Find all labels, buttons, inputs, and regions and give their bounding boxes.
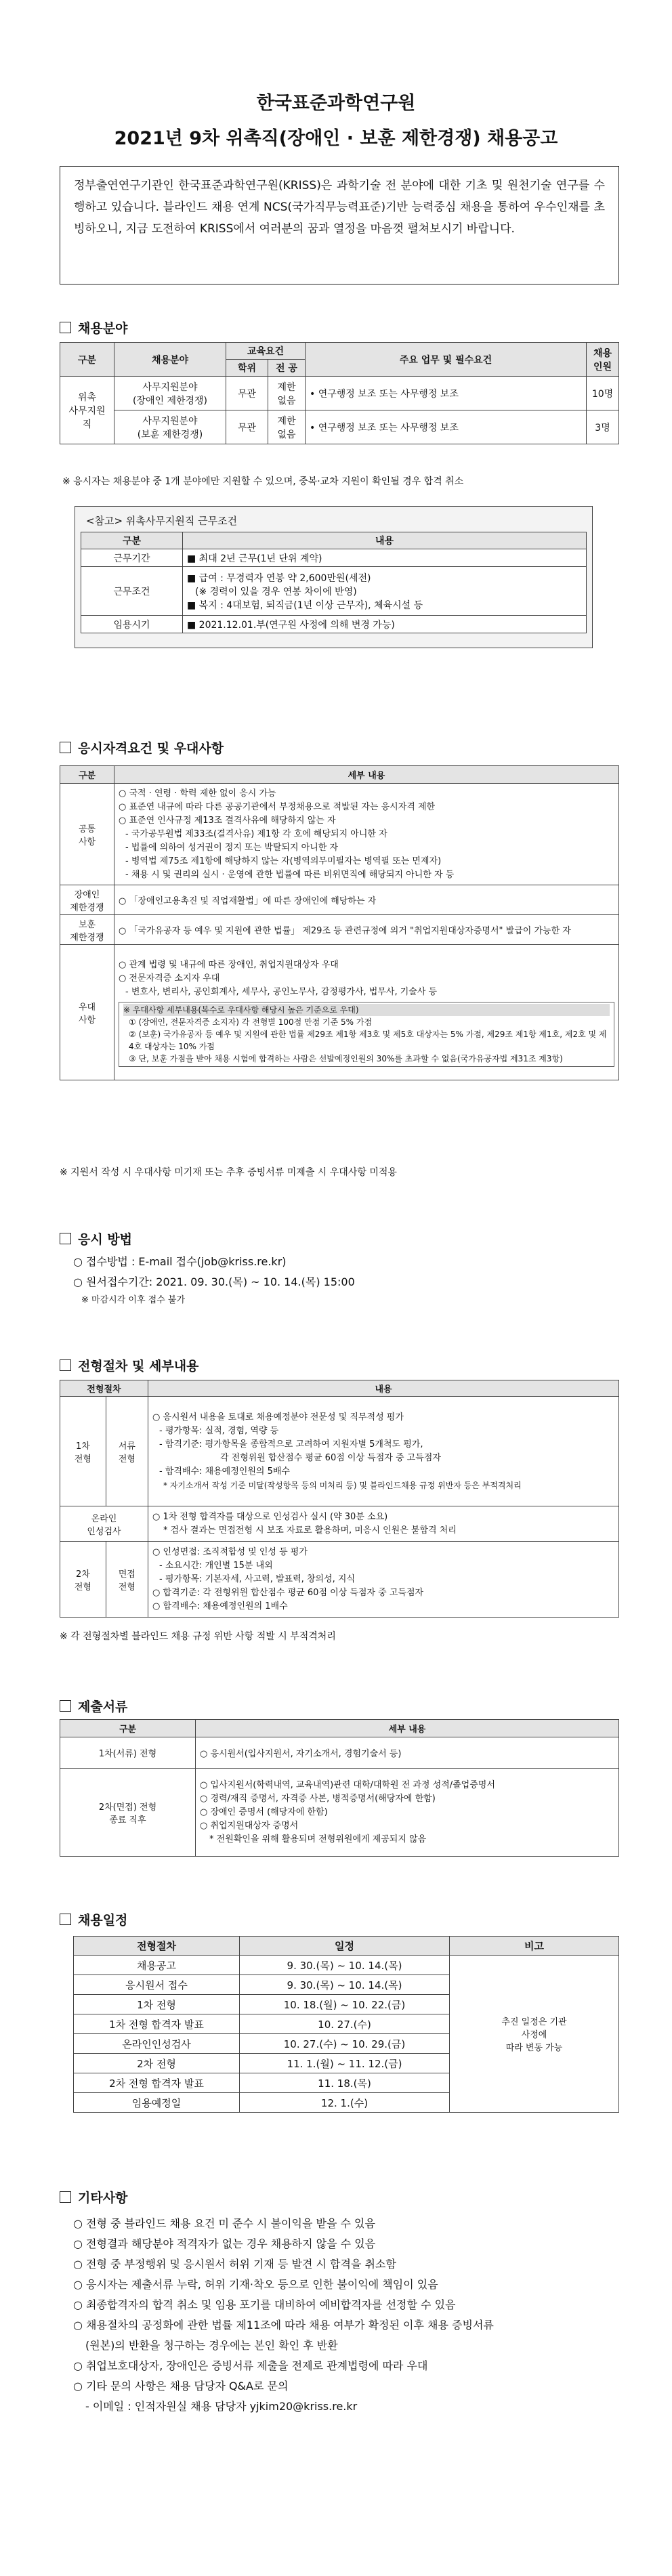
table-row bbox=[81, 567, 587, 616]
docs-line: * 전원확인을 위해 활용되며 전형위원에게 제공되지 않음 bbox=[209, 1834, 427, 1844]
qual-pref-box-line: ② (보훈) 국가유공자 등 예우 및 지원에 관한 법률 제29조 제1항 제3호 및 제5호 대상자는 5% 가점, 제29조 제1항 제1호, 제2호 및 제4호 대상자는 10% 가점 bbox=[129, 1029, 607, 1051]
qual-common-item: ○ 표준연 인사규정 제13조 결격사유에 해당하지 않는 자 bbox=[119, 815, 336, 826]
docs-type: 2차(면접) 전형 종료 직후 bbox=[60, 1769, 196, 1857]
qual-common-item: - 법률에 의하여 성거권이 정지 또는 박탈되지 아니한 자 bbox=[125, 842, 339, 853]
process-line: ○ 응시원서 내용을 토대로 채용예정분야 전문성 및 직무적성 평가 bbox=[152, 1412, 404, 1422]
ref-line: ■ 최대 2년 근무(1년 단위 계약) bbox=[183, 549, 587, 567]
section-recruit-heading: 채용분야 bbox=[60, 318, 127, 337]
table-row bbox=[60, 885, 619, 915]
recruit-count: 3명 bbox=[587, 410, 619, 444]
th-sched-date: 일정 bbox=[240, 1937, 450, 1956]
th-sched-remark: 비고 bbox=[450, 1937, 619, 1956]
intro-box: 정부출연연구기관인 한국표준과학연구원(KRISS)은 과학기술 전 분야에 대한 기초 및 원천기술 연구를 수행하고 있습니다. 블라인드 채용 연계 NCS(국가직무능력표준)기반 능력중심 채용을 통하여 우수인재를 초빙하오니, 지금 도전하여 KRISS에서 여러분의 꿈과 열정을 마음껏 펼쳐보시기 바랍니다. bbox=[60, 166, 619, 284]
qual-veteran-label: 보훈 제한경쟁 bbox=[60, 915, 114, 945]
qual-common-label: 공통 사항 bbox=[60, 784, 114, 885]
sched-remark: 추진 일정은 기관 사정에 따라 변동 가능 bbox=[450, 1956, 619, 2113]
qual-pref-item: ○ 관계 법령 및 내규에 따른 장애인, 취업지원대상자 우대 bbox=[119, 959, 339, 970]
ref-type: 근무기간 bbox=[81, 549, 183, 567]
sched-step: 2차 전형 합격자 발표 bbox=[74, 2073, 240, 2093]
checkbox-icon bbox=[60, 742, 71, 753]
etc-line: ○ 기타 문의 사항은 채용 담당자 Q&A로 문의 bbox=[73, 2380, 289, 2392]
process-line: 각 전형위원 합산점수 평균 60점 이상 득점자 중 고득점자 bbox=[220, 1452, 441, 1463]
table-row bbox=[60, 1506, 619, 1542]
process-line: - 합격기준: 평가항목을 종합적으로 고려하여 지원자별 5개척도 평가, bbox=[159, 1439, 423, 1450]
recruit-field: 사무지원분야 (보훈 제한경쟁) bbox=[114, 410, 226, 444]
table-row bbox=[60, 1769, 619, 1857]
apply-line: ○ 접수방법 : E-mail 접수(job@kriss.re.kr) bbox=[73, 1255, 287, 1268]
qual-common-item: ○ 국적 · 연령 · 학력 제한 없이 응시 가능 bbox=[119, 788, 276, 799]
process-step2-sub: 면접 전형 bbox=[106, 1542, 148, 1618]
checkbox-icon bbox=[60, 1233, 71, 1244]
qual-veteran: ○ 「국가유공자 등 예우 및 지원에 관한 법률」 제29조 등 관련규정에 의거 "취업지원대상자증명서" 발급이 가능한 자 bbox=[114, 915, 619, 945]
ref-type: 근무조건 bbox=[81, 567, 183, 616]
process-step2: 2차 전형 bbox=[60, 1542, 106, 1618]
table-row bbox=[81, 549, 587, 567]
qual-pref-box-line: ① (장애인, 전문자격증 소지자) 각 전형별 100점 만점 기준 5% 가점 bbox=[129, 1017, 373, 1027]
th-docs-type: 구분 bbox=[60, 1720, 196, 1737]
docs-type: 1차(서류) 전형 bbox=[60, 1737, 196, 1769]
checkbox-icon bbox=[60, 2191, 71, 2203]
table-row bbox=[60, 784, 619, 885]
process-line: * 자기소개서 작성 기준 미달(작성항목 등의 미처리 등) 및 블라인드채용 규정 위반자 등은 부적격처리 bbox=[163, 1480, 522, 1490]
recruit-note: ※ 응시자는 채용분야 중 1개 분야에만 지원할 수 있으며, 중복·교차 지원이 확인될 경우 합격 취소 bbox=[62, 476, 464, 487]
recruit-field: 사무지원분야 (장애인 제한경쟁) bbox=[114, 377, 226, 410]
th-duty: 주요 업무 및 필수요건 bbox=[306, 343, 587, 377]
th-sched-step: 전형절차 bbox=[74, 1937, 240, 1956]
qual-common-item: - 병역법 제75조 제1항에 해당하지 않는 자(병역의무미필자는 병역필 또는 면제자) bbox=[125, 856, 442, 866]
etc-list bbox=[73, 2214, 494, 2417]
etc-line: ○ 응시자는 제출서류 누락, 허위 기재·착오 등으로 인한 불이익에 책임이 있음 bbox=[73, 2278, 438, 2291]
docs-line: ○ 입사지원서(학력내역, 교육내역)관련 대학/대학원 전 과정 성적/졸업증명서 bbox=[200, 1779, 495, 1790]
recruit-major: 제한 없음 bbox=[268, 377, 306, 410]
recruit-duty: • 연구행정 보조 또는 사무행정 보조 bbox=[306, 377, 587, 410]
qual-note: ※ 지원서 작성 시 우대사항 미기재 또는 추후 증빙서류 미제출 시 우대사항 미적용 bbox=[60, 1167, 397, 1178]
table-row bbox=[60, 1397, 619, 1506]
page-title: 2021년 9차 위촉직(장애인 · 보훈 제한경쟁) 채용공고 bbox=[114, 128, 558, 149]
process-line: - 평가항목: 기본자세, 사고력, 발표력, 창의성, 지식 bbox=[159, 1574, 355, 1584]
etc-line: ○ 전형결과 해당분야 적격자가 없는 경우 채용하지 않을 수 있음 bbox=[73, 2237, 376, 2250]
etc-line: ○ 최종합격자의 합격 취소 및 임용 포기를 대비하여 예비합격자를 선정할 수 있음 bbox=[73, 2298, 456, 2311]
recruit-degree: 무관 bbox=[226, 377, 268, 410]
table-row bbox=[81, 616, 587, 633]
sched-date: 9. 30.(목) ~ 10. 14.(목) bbox=[240, 1956, 450, 1975]
qual-pref-box bbox=[119, 1002, 614, 1067]
sched-date: 12. 1.(수) bbox=[240, 2093, 450, 2113]
process-line: ○ 합격기준: 각 전형위원 합산점수 평균 60점 이상 득점자 중 고득점자 bbox=[152, 1587, 424, 1598]
section-schedule-heading: 채용일정 bbox=[60, 1910, 127, 1928]
qual-table bbox=[60, 765, 619, 1080]
etc-line: ○ 취업보호대상자, 장애인은 증빙서류 제출을 전제로 관계법령에 따라 우대 bbox=[73, 2359, 428, 2372]
th-edu: 교육요건 bbox=[226, 343, 306, 360]
th-field: 채용분야 bbox=[114, 343, 226, 377]
th-qual-content: 세부 내용 bbox=[114, 766, 619, 784]
qual-common-item: - 채용 시 및 권리의 실시 · 운영에 관한 법률에 따른 비위면직에 해당되지 아니한 자 등 bbox=[125, 869, 455, 880]
qual-pref-box-line: ※ 우대사항 세부내용(복수로 우대사항 해당시 높은 기준으로 우대) bbox=[123, 1004, 610, 1016]
section-apply-heading: 응시 방법 bbox=[60, 1229, 132, 1248]
sched-date: 10. 18.(월) ~ 10. 22.(금) bbox=[240, 1995, 450, 2014]
recruit-category: 위촉 사무지원직 bbox=[60, 377, 114, 444]
process-line: - 소요시간: 개인별 15분 내외 bbox=[159, 1560, 273, 1571]
checkbox-icon bbox=[60, 1914, 71, 1925]
th-process-step: 전형절차 bbox=[60, 1380, 148, 1397]
reference-title: <참고> 위촉사무지원직 근무조건 bbox=[86, 515, 238, 527]
th-ref-content: 내용 bbox=[183, 532, 587, 549]
checkbox-icon bbox=[60, 1700, 71, 1712]
process-step1-sub: 서류 전형 bbox=[106, 1397, 148, 1506]
table-row bbox=[74, 1956, 619, 1975]
sched-step: 2차 전형 bbox=[74, 2054, 240, 2073]
recruit-major: 제한 없음 bbox=[268, 410, 306, 444]
qual-pref-item: ○ 전문자격증 소지자 우대 bbox=[119, 973, 220, 984]
schedule-table bbox=[73, 1936, 619, 2113]
qual-disabled-label: 장애인 제한경쟁 bbox=[60, 885, 114, 915]
sched-step: 채용공고 bbox=[74, 1956, 240, 1975]
qual-pref-box-line: ③ 단, 보훈 가점을 받아 채용 시험에 합격하는 사람은 선발예정인원의 30%를 초과할 수 없음(국가유공자법 제31조 제3항) bbox=[129, 1053, 563, 1063]
ref-type: 임용시기 bbox=[81, 616, 183, 633]
ref-line: ■ 급여 : 무경력자 연봉 약 2,600만원(세전) bbox=[187, 572, 371, 584]
table-row bbox=[60, 377, 619, 410]
qual-common-item: ○ 표준연 내규에 따라 다른 공공기관에서 부정채용으로 적발된 자는 응시자격 제한 bbox=[119, 801, 436, 812]
sched-date: 10. 27.(수) bbox=[240, 2014, 450, 2034]
ref-line: ■ 2021.12.01.부(연구원 사정에 의해 변경 가능) bbox=[183, 616, 587, 633]
process-table bbox=[60, 1380, 619, 1618]
etc-line: (원본)의 반환을 청구하는 경우에는 본인 확인 후 반환 bbox=[85, 2339, 338, 2352]
th-count: 채용인원 bbox=[587, 343, 619, 377]
section-qual-heading: 응시자격요건 및 우대사항 bbox=[60, 738, 224, 757]
apply-list bbox=[73, 1252, 355, 1309]
etc-line: - 이메일 : 인적자원실 채용 담당자 yjkim20@kriss.re.kr bbox=[85, 2400, 358, 2413]
checkbox-icon bbox=[60, 322, 71, 333]
docs-line: ○ 응시원서(입사지원서, 자기소개서, 경험기술서 등) bbox=[196, 1737, 619, 1769]
docs-line: ○ 경력/재직 증명서, 자격증 사본, 병적증명서(해당자에 한함) bbox=[200, 1793, 436, 1804]
section-etc-heading: 기타사항 bbox=[60, 2188, 127, 2206]
qual-pref-item: - 변호사, 변리사, 공인회계사, 세무사, 공인노무사, 감정평가사, 법무사, 기술사 등 bbox=[125, 986, 438, 997]
th-qual-type: 구분 bbox=[60, 766, 114, 784]
process-line: ○ 합격배수: 채용예정인원의 1배수 bbox=[152, 1601, 288, 1611]
table-row bbox=[60, 1737, 619, 1769]
table-row bbox=[60, 410, 619, 444]
ref-line: ■ 복지 : 4대보험, 퇴직금(1년 이상 근무자), 체육시설 등 bbox=[187, 599, 423, 611]
sched-step: 응시원서 접수 bbox=[74, 1975, 240, 1995]
th-major: 전 공 bbox=[268, 360, 306, 377]
process-line: - 평가항목: 실적, 경험, 역량 등 bbox=[159, 1425, 279, 1436]
section-docs-heading: 제출서류 bbox=[60, 1697, 127, 1715]
process-line: * 검사 결과는 면접전형 시 보조 자료로 활용하며, 미응시 인원은 불합격 처리 bbox=[163, 1525, 457, 1536]
process-line: ○ 1차 전형 합격자를 대상으로 인성검사 실시 (약 30분 소요) bbox=[152, 1511, 388, 1522]
th-degree: 학위 bbox=[226, 360, 268, 377]
ref-line: (※ 경력이 있을 경우 연봉 차이에 반영) bbox=[195, 586, 357, 597]
table-row bbox=[60, 1542, 619, 1618]
sched-date: 10. 27.(수) ~ 10. 29.(금) bbox=[240, 2034, 450, 2054]
recruit-degree: 무관 bbox=[226, 410, 268, 444]
sched-step: 온라인인성검사 bbox=[74, 2034, 240, 2054]
etc-line: ○ 전형 중 부정행위 및 응시원서 허위 기재 등 발견 시 합격을 취소함 bbox=[73, 2258, 396, 2271]
etc-line: ○ 채용절차의 공정화에 관한 법률 제11조에 따라 채용 여부가 확정된 이후 채용 증빙서류 bbox=[73, 2319, 494, 2331]
process-line: - 합격배수: 채용예정인원의 5배수 bbox=[159, 1466, 290, 1477]
qual-common-item: - 국가공무원법 제33조(결격사유) 제1항 각 호에 해당되지 아니한 자 bbox=[125, 828, 387, 839]
table-row bbox=[60, 915, 619, 945]
apply-note: ※ 마감시각 이후 접수 불가 bbox=[81, 1295, 186, 1305]
sched-step: 1차 전형 bbox=[74, 1995, 240, 2014]
docs-line: ○ 취업지원대상자 증명서 bbox=[200, 1820, 299, 1831]
th-process-content: 내용 bbox=[148, 1380, 619, 1397]
reference-table bbox=[81, 532, 587, 633]
process-step-online: 온라인 인성검사 bbox=[60, 1506, 148, 1542]
sched-step: 1차 전형 합격자 발표 bbox=[74, 2014, 240, 2034]
process-note: ※ 각 전형절차별 블라인드 채용 규정 위반 사항 적발 시 부적격처리 bbox=[60, 1631, 336, 1642]
process-step1: 1차 전형 bbox=[60, 1397, 106, 1506]
etc-line: ○ 전형 중 블라인드 채용 요건 미 준수 시 불이익을 받을 수 있음 bbox=[73, 2217, 375, 2230]
qual-pref-label: 우대 사항 bbox=[60, 945, 114, 1080]
recruit-duty: • 연구행정 보조 또는 사무행정 보조 bbox=[306, 410, 587, 444]
sched-date: 11. 18.(목) bbox=[240, 2073, 450, 2093]
section-process-heading: 전형절차 및 세부내용 bbox=[60, 1356, 198, 1374]
th-type: 구분 bbox=[60, 343, 114, 377]
checkbox-icon bbox=[60, 1359, 71, 1371]
recruit-count: 10명 bbox=[587, 377, 619, 410]
sched-date: 11. 1.(월) ~ 11. 12.(금) bbox=[240, 2054, 450, 2073]
recruit-table bbox=[60, 342, 619, 444]
sched-step: 임용예정일 bbox=[74, 2093, 240, 2113]
apply-line: ○ 원서접수기간: 2021. 09. 30.(목) ~ 10. 14.(목) 15:00 bbox=[73, 1275, 355, 1288]
process-line: ○ 인성면접: 조직적합성 및 인성 등 평가 bbox=[152, 1546, 308, 1557]
docs-line: ○ 장애인 증명서 (해당자에 한함) bbox=[200, 1807, 328, 1817]
th-docs-content: 세부 내용 bbox=[196, 1720, 619, 1737]
docs-table bbox=[60, 1719, 619, 1857]
th-ref-type: 구분 bbox=[81, 532, 183, 549]
qual-disabled: ○ 「장애인고용촉진 및 직업재활법」에 따른 장애인에 해당하는 자 bbox=[114, 885, 619, 915]
org-name: 한국표준과학연구원 bbox=[256, 93, 416, 114]
table-row bbox=[60, 945, 619, 1080]
reference-box bbox=[75, 506, 593, 648]
sched-date: 9. 30.(목) ~ 10. 14.(목) bbox=[240, 1975, 450, 1995]
